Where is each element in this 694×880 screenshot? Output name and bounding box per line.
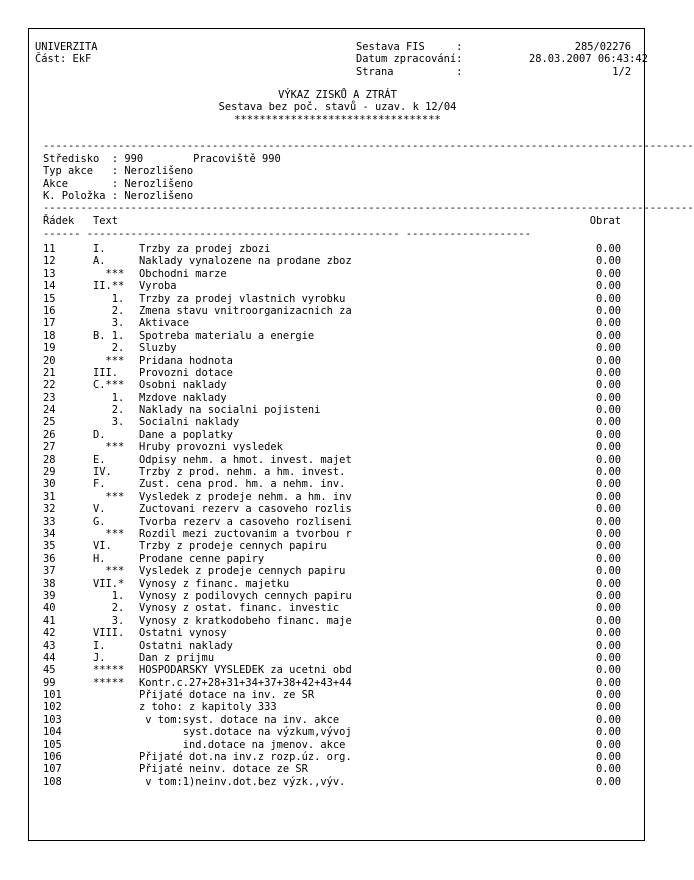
row-number: 20 bbox=[43, 354, 56, 367]
row-value: 0.00 bbox=[595, 342, 621, 355]
row-value: 0.00 bbox=[595, 366, 621, 379]
row-text: Kontr.c.27+28+31+34+37+38+42+43+44 bbox=[139, 676, 352, 689]
row-value: 0.00 bbox=[595, 292, 621, 305]
row-code: B. 1. bbox=[93, 329, 125, 342]
row-value: 0.00 bbox=[595, 453, 621, 466]
row-text: Trzby z prodeje cennych papiru bbox=[139, 540, 327, 553]
row-code: *** bbox=[93, 354, 125, 367]
row-code: D. bbox=[93, 428, 106, 441]
table-row bbox=[43, 516, 621, 528]
row-value: 0.00 bbox=[595, 379, 621, 392]
report-rows bbox=[43, 243, 621, 788]
table-row bbox=[43, 590, 621, 602]
row-text: Ostatni naklady bbox=[139, 639, 233, 652]
row-text: Tvorba rezerv a casoveho rozliseni bbox=[139, 515, 352, 528]
value-datum: 28.03.2007 06:43:42 bbox=[529, 53, 648, 66]
row-text: Vysledek z prodeje nehm. a hm. inv bbox=[139, 490, 352, 503]
row-text: v tom:syst. dotace na inv. akce bbox=[139, 713, 340, 726]
row-code: J. bbox=[93, 651, 106, 664]
row-code: *** bbox=[93, 267, 125, 280]
meta-typ-akce: Typ akce : Nerozlišeno bbox=[43, 165, 194, 178]
table-row bbox=[43, 615, 621, 627]
row-code: III. bbox=[93, 366, 119, 379]
row-number: 17 bbox=[43, 317, 56, 330]
row-number: 101 bbox=[43, 689, 62, 702]
table-row bbox=[43, 763, 621, 775]
row-number: 30 bbox=[43, 478, 56, 491]
divider: -------------------------------------------------------------------------------------------------------- bbox=[43, 202, 694, 214]
meta-akce: Akce : Nerozlišeno bbox=[43, 177, 194, 190]
row-value: 0.00 bbox=[595, 565, 621, 578]
table-row bbox=[43, 330, 621, 342]
table-row bbox=[43, 677, 621, 689]
row-value: 0.00 bbox=[595, 515, 621, 528]
column-divider: ------ -------------------------------------------------- -------------------- bbox=[43, 228, 531, 240]
row-code: I. bbox=[93, 639, 106, 652]
row-code: IV. bbox=[93, 466, 112, 479]
row-number: 26 bbox=[43, 428, 56, 441]
row-value: 0.00 bbox=[595, 255, 621, 268]
table-row bbox=[43, 565, 621, 577]
row-value: 0.00 bbox=[595, 713, 621, 726]
row-code: *** bbox=[93, 490, 125, 503]
table-row bbox=[43, 714, 621, 726]
row-text: Vynosy z kratkodobeho financ. maje bbox=[139, 614, 352, 627]
row-value: 0.00 bbox=[595, 441, 621, 454]
table-row bbox=[43, 454, 621, 466]
row-value: 0.00 bbox=[595, 627, 621, 640]
table-row bbox=[43, 739, 621, 751]
row-number: 36 bbox=[43, 552, 56, 565]
row-number: 33 bbox=[43, 515, 56, 528]
table-row bbox=[43, 268, 621, 280]
table-row bbox=[43, 317, 621, 329]
title-block bbox=[29, 89, 646, 126]
row-code: 2. bbox=[93, 602, 125, 615]
row-number: 41 bbox=[43, 614, 56, 627]
row-code: 2. bbox=[93, 342, 125, 355]
table-row bbox=[43, 553, 621, 565]
column-header bbox=[43, 215, 621, 227]
row-code: II.** bbox=[93, 280, 125, 293]
row-text: Rozdil mezi zuctovanim a tvorbou r bbox=[139, 527, 352, 540]
header-left bbox=[35, 41, 98, 66]
row-number: 27 bbox=[43, 441, 56, 454]
row-number: 39 bbox=[43, 589, 56, 602]
row-text: Přijaté dotace na inv. ze SR bbox=[139, 689, 315, 702]
row-code: 1. bbox=[93, 391, 125, 404]
table-row bbox=[43, 305, 621, 317]
row-value: 0.00 bbox=[595, 317, 621, 330]
row-number: 105 bbox=[43, 738, 62, 751]
row-value: 0.00 bbox=[595, 304, 621, 317]
row-number: 107 bbox=[43, 763, 62, 776]
row-text: syst.dotace na výzkum,vývoj bbox=[139, 726, 352, 739]
table-row bbox=[43, 491, 621, 503]
row-text: Obchodni marze bbox=[139, 267, 227, 280]
table-row bbox=[43, 776, 621, 788]
row-value: 0.00 bbox=[595, 416, 621, 429]
row-code: F. bbox=[93, 478, 106, 491]
row-text: Přijaté neinv. dotace ze SR bbox=[139, 763, 308, 776]
row-value: 0.00 bbox=[595, 589, 621, 602]
table-row bbox=[43, 243, 621, 255]
row-number: 14 bbox=[43, 280, 56, 293]
table-row bbox=[43, 640, 621, 652]
meta-k-polozka: K. Položka : Nerozlišeno bbox=[43, 190, 194, 203]
row-value: 0.00 bbox=[595, 577, 621, 590]
report-subtitle: Sestava bez poč. stavů - uzav. k 12/04 bbox=[218, 101, 457, 114]
label-strana: Strana : bbox=[356, 65, 463, 78]
row-value: 0.00 bbox=[595, 354, 621, 367]
row-code: I. bbox=[93, 243, 106, 255]
table-row bbox=[43, 578, 621, 590]
table-row bbox=[43, 528, 621, 540]
row-text: Naklady vynalozene na prodane zboz bbox=[139, 255, 352, 268]
row-text: Dan z prijmu bbox=[139, 651, 215, 664]
row-value: 0.00 bbox=[595, 466, 621, 479]
row-value: 0.00 bbox=[595, 775, 621, 788]
row-value: 0.00 bbox=[595, 738, 621, 751]
table-row bbox=[43, 652, 621, 664]
row-text: Socialni naklady bbox=[139, 416, 240, 429]
row-text: Spotreba materialu a energie bbox=[139, 329, 315, 342]
row-number: 42 bbox=[43, 627, 56, 640]
meta-stredisko: Středisko : 990 Pracoviště 990 bbox=[43, 153, 281, 165]
table-row bbox=[43, 441, 621, 453]
row-code: C.*** bbox=[93, 379, 125, 392]
row-number: 37 bbox=[43, 565, 56, 578]
row-number: 28 bbox=[43, 453, 56, 466]
row-number: 21 bbox=[43, 366, 56, 379]
row-code: 2. bbox=[93, 304, 125, 317]
row-value: 0.00 bbox=[595, 243, 621, 255]
table-row bbox=[43, 293, 621, 305]
row-number: 18 bbox=[43, 329, 56, 342]
table-row bbox=[43, 429, 621, 441]
row-code: *** bbox=[93, 565, 125, 578]
row-text: Zust. cena prod. hm. a nehm. inv. bbox=[139, 478, 346, 491]
row-number: 29 bbox=[43, 466, 56, 479]
row-text: Aktivace bbox=[139, 317, 190, 330]
table-row bbox=[43, 664, 621, 676]
row-number: 12 bbox=[43, 255, 56, 268]
row-value: 0.00 bbox=[595, 540, 621, 553]
row-text: v tom:1)neinv.dot.bez výzk.,výv. bbox=[139, 775, 346, 788]
row-value: 0.00 bbox=[595, 329, 621, 342]
table-row bbox=[43, 602, 621, 614]
table-row bbox=[43, 726, 621, 738]
value-strana: 1/2 bbox=[612, 65, 631, 78]
row-code: VIII. bbox=[93, 627, 125, 640]
table-row bbox=[43, 416, 621, 428]
row-text: Vynosy z podilovych cennych papiru bbox=[139, 589, 352, 602]
table-row bbox=[43, 392, 621, 404]
row-code: 1. bbox=[93, 292, 125, 305]
part-name: Část: EkF bbox=[35, 53, 92, 66]
row-value: 0.00 bbox=[595, 552, 621, 565]
row-code: G. bbox=[93, 515, 106, 528]
row-code: 2. bbox=[93, 404, 125, 417]
row-text: Zmena stavu vnitroorganizacnich za bbox=[139, 304, 352, 317]
meta-block bbox=[43, 153, 281, 203]
row-number: 38 bbox=[43, 577, 56, 590]
column-text: Text bbox=[93, 215, 119, 227]
table-row bbox=[43, 627, 621, 639]
row-value: 0.00 bbox=[595, 664, 621, 677]
table-row bbox=[43, 751, 621, 763]
table-row bbox=[43, 701, 621, 713]
row-code: V. bbox=[93, 503, 106, 516]
row-value: 0.00 bbox=[595, 676, 621, 689]
org-name: UNIVERZITA bbox=[35, 41, 98, 53]
row-text: Pridana hodnota bbox=[139, 354, 233, 367]
report-title: VÝKAZ ZISKŮ A ZTRÁT bbox=[278, 89, 397, 101]
row-text: Vynosy z ostat. financ. investic bbox=[139, 602, 340, 615]
title-underline: ********************************* bbox=[234, 113, 441, 126]
row-value: 0.00 bbox=[595, 503, 621, 516]
row-text: Prodane cenne papiry bbox=[139, 552, 265, 565]
row-text: Osobni naklady bbox=[139, 379, 227, 392]
report-page bbox=[28, 28, 694, 841]
header-labels bbox=[356, 41, 462, 78]
divider: -------------------------------------------------------------------------------------------------------- bbox=[43, 140, 694, 152]
row-value: 0.00 bbox=[595, 763, 621, 776]
row-text: Dane a poplatky bbox=[139, 428, 233, 441]
row-code: ***** bbox=[93, 676, 125, 689]
row-value: 0.00 bbox=[595, 689, 621, 702]
row-number: 22 bbox=[43, 379, 56, 392]
row-code: 3. bbox=[93, 614, 125, 627]
row-number: 108 bbox=[43, 775, 62, 788]
row-text: HOSPODARSKY VYSLEDEK za ucetni obd bbox=[139, 664, 352, 677]
header-values bbox=[529, 41, 648, 78]
table-row bbox=[43, 379, 621, 391]
row-code: 1. bbox=[93, 589, 125, 602]
table-row bbox=[43, 689, 621, 701]
row-value: 0.00 bbox=[595, 639, 621, 652]
table-row bbox=[43, 342, 621, 354]
table-row bbox=[43, 466, 621, 478]
label-datum: Datum zpracování: bbox=[356, 53, 463, 66]
row-number: 104 bbox=[43, 726, 62, 739]
row-number: 19 bbox=[43, 342, 56, 355]
row-text: Mzdove naklady bbox=[139, 391, 227, 404]
row-number: 40 bbox=[43, 602, 56, 615]
row-value: 0.00 bbox=[595, 490, 621, 503]
row-code: VI. bbox=[93, 540, 112, 553]
row-text: Vysledek z prodeje cennych papiru bbox=[139, 565, 346, 578]
row-text: Sluzby bbox=[139, 342, 177, 355]
row-number: 11 bbox=[43, 243, 56, 255]
row-value: 0.00 bbox=[595, 614, 621, 627]
row-number: 32 bbox=[43, 503, 56, 516]
row-value: 0.00 bbox=[595, 602, 621, 615]
row-value: 0.00 bbox=[595, 267, 621, 280]
row-code: *** bbox=[93, 441, 125, 454]
row-number: 23 bbox=[43, 391, 56, 404]
table-row bbox=[43, 355, 621, 367]
row-value: 0.00 bbox=[595, 428, 621, 441]
row-value: 0.00 bbox=[595, 391, 621, 404]
row-value: 0.00 bbox=[595, 527, 621, 540]
row-value: 0.00 bbox=[595, 478, 621, 491]
row-text: z toho: z kapitoly 333 bbox=[139, 701, 277, 714]
row-value: 0.00 bbox=[595, 726, 621, 739]
row-text: Hruby provozni vysledek bbox=[139, 441, 283, 454]
row-code: 3. bbox=[93, 416, 125, 429]
row-number: 103 bbox=[43, 713, 62, 726]
row-number: 16 bbox=[43, 304, 56, 317]
row-number: 102 bbox=[43, 701, 62, 714]
row-number: 24 bbox=[43, 404, 56, 417]
row-number: 15 bbox=[43, 292, 56, 305]
row-text: Trzby z prod. nehm. a hm. invest. bbox=[139, 466, 346, 479]
label-sestava: Sestava FIS : bbox=[356, 41, 463, 53]
row-text: Vynosy z financ. majetku bbox=[139, 577, 290, 590]
row-number: 25 bbox=[43, 416, 56, 429]
row-code: E. bbox=[93, 453, 106, 466]
row-number: 43 bbox=[43, 639, 56, 652]
row-value: 0.00 bbox=[595, 751, 621, 764]
row-number: 13 bbox=[43, 267, 56, 280]
table-row bbox=[43, 478, 621, 490]
row-text: Přijaté dot.na inv.z rozp.úz. org. bbox=[139, 751, 352, 764]
row-code: H. bbox=[93, 552, 106, 565]
row-text: Zuctovani rezerv a casoveho rozlis bbox=[139, 503, 352, 516]
column-obrat: Obrat bbox=[589, 215, 621, 227]
row-text: Naklady na socialni pojisteni bbox=[139, 404, 321, 417]
row-text: Trzby za prodej vlastnich vyrobku bbox=[139, 292, 346, 305]
row-value: 0.00 bbox=[595, 280, 621, 293]
table-row bbox=[43, 367, 621, 379]
row-number: 45 bbox=[43, 664, 56, 677]
row-number: 31 bbox=[43, 490, 56, 503]
row-value: 0.00 bbox=[595, 701, 621, 714]
row-code: ***** bbox=[93, 664, 125, 677]
row-text: Odpisy nehm. a hmot. invest. majet bbox=[139, 453, 352, 466]
row-number: 99 bbox=[43, 676, 56, 689]
table-row bbox=[43, 255, 621, 267]
column-radek: Řádek bbox=[43, 215, 75, 227]
row-text: Trzby za prodej zbozi bbox=[139, 243, 271, 255]
table-row bbox=[43, 540, 621, 552]
row-number: 35 bbox=[43, 540, 56, 553]
table-row bbox=[43, 503, 621, 515]
row-value: 0.00 bbox=[595, 651, 621, 664]
row-number: 44 bbox=[43, 651, 56, 664]
row-text: Provozni dotace bbox=[139, 366, 233, 379]
table-row bbox=[43, 280, 621, 292]
row-number: 34 bbox=[43, 527, 56, 540]
row-code: A. bbox=[93, 255, 106, 268]
table-row bbox=[43, 404, 621, 416]
value-sestava: 285/02276 bbox=[574, 41, 631, 53]
row-value: 0.00 bbox=[595, 404, 621, 417]
row-code: *** bbox=[93, 527, 125, 540]
row-text: Vyroba bbox=[139, 280, 177, 293]
row-code: 3. bbox=[93, 317, 125, 330]
row-text: ind.dotace na jmenov. akce bbox=[139, 738, 346, 751]
row-text: Ostatni vynosy bbox=[139, 627, 227, 640]
row-number: 106 bbox=[43, 751, 62, 764]
row-code: VII.* bbox=[93, 577, 125, 590]
